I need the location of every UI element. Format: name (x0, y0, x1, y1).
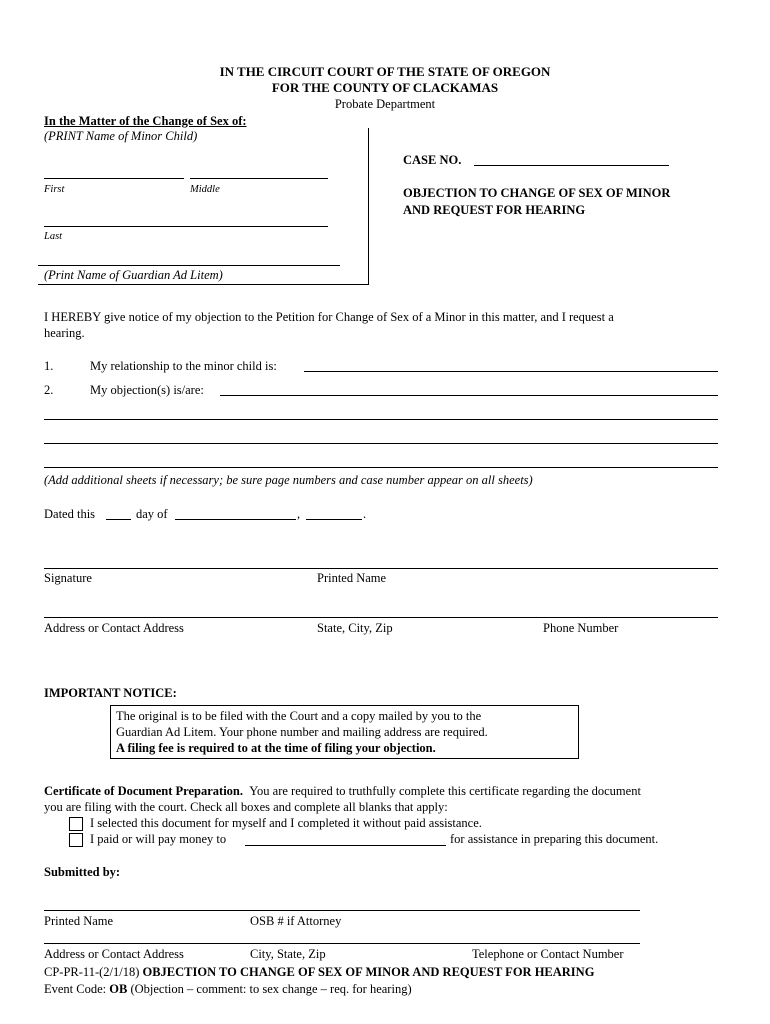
item2-text: My objection(s) is/are: (90, 383, 204, 397)
additional-sheets-note: (Add additional sheets if necessary; be sure page numbers and case number appear on all sheets) (44, 473, 533, 487)
department-label: Probate Department (334, 97, 436, 111)
form-title: OBJECTION TO CHANGE OF SEX OF MINOR AND REQUEST FOR HEARING (142, 965, 595, 979)
case-no-field[interactable] (474, 165, 669, 166)
notice-paragraph-line2: hearing. (44, 326, 85, 340)
last-label: Last (44, 231, 63, 242)
self-prepared-label: I selected this document for myself and I completed it without paid assistance. (90, 816, 482, 830)
item1-text: My relationship to the minor child is: (90, 359, 277, 373)
date-comma: , (297, 507, 301, 521)
court-title-line2: FOR THE COUNTY OF CLACKAMAS (271, 80, 499, 95)
objection-field-line1[interactable] (220, 395, 718, 396)
certificate-line1 (44, 784, 641, 799)
day-field[interactable] (106, 519, 131, 520)
court-title-line1: IN THE CIRCUIT COURT OF THE STATE OF OREGON (219, 64, 551, 79)
signature-label: Signature (44, 571, 92, 585)
submitted-address-label: Address or Contact Address (44, 947, 184, 961)
middle-label: Middle (190, 184, 220, 195)
objection-field-line2[interactable] (44, 419, 718, 420)
last-name-field[interactable] (44, 226, 328, 227)
form-code: CP-PR-11-(2/1/18) (44, 965, 140, 979)
address-line[interactable] (44, 617, 718, 618)
month-field[interactable] (175, 519, 296, 520)
footer-event-line (44, 982, 412, 997)
dated-this-label: Dated this (44, 507, 96, 521)
submitted-telephone-label: Telephone or Contact Number (472, 947, 624, 961)
footer-form-line (44, 965, 594, 980)
caption-divider (368, 128, 369, 284)
osb-label: OSB # if Attorney (250, 914, 342, 928)
middle-name-field[interactable] (190, 178, 328, 179)
day-of-label: day of (136, 507, 168, 521)
signature-line[interactable] (44, 568, 718, 569)
paid-assistance-prefix: I paid or will pay money to (90, 832, 227, 846)
submitted-name-line[interactable] (44, 910, 640, 911)
document-title-line1: OBJECTION TO CHANGE OF SEX OF MINOR (403, 186, 671, 200)
first-label: First (44, 184, 65, 195)
printed-name-label: Printed Name (317, 571, 387, 585)
guardian-name-field[interactable] (38, 265, 340, 266)
submitted-printed-name-label: Printed Name (44, 914, 114, 928)
event-code-label: Event Code: (44, 982, 107, 996)
submitted-city-state-zip-label: City, State, Zip (250, 947, 326, 961)
first-name-field[interactable] (44, 178, 184, 179)
document-title-line2: AND REQUEST FOR HEARING (403, 203, 586, 217)
item1-number: 1. (44, 359, 54, 373)
relationship-field[interactable] (304, 371, 718, 372)
matter-title: In the Matter of the Change of Sex of: (44, 114, 247, 128)
event-code-desc: (Objection – comment: to sex change – req. for hearing) (130, 982, 412, 996)
year-field[interactable] (306, 519, 362, 520)
paid-assistance-suffix: for assistance in preparing this document. (450, 832, 659, 846)
important-notice-heading: IMPORTANT NOTICE: (44, 686, 177, 700)
print-name-hint: (PRINT Name of Minor Child) (44, 129, 198, 143)
submitted-by-heading: Submitted by: (44, 865, 121, 879)
guardian-label: (Print Name of Guardian Ad Litem) (44, 268, 223, 282)
self-prepared-checkbox[interactable] (69, 817, 83, 831)
event-code: OB (109, 982, 128, 996)
certificate-heading: Certificate of Document Preparation. (44, 784, 244, 798)
notice-line3: A filing fee is required to at the time of filing your objection. (116, 741, 436, 755)
address-label: Address or Contact Address (44, 621, 184, 635)
objection-field-line3[interactable] (44, 443, 718, 444)
submitted-address-line[interactable] (44, 943, 640, 944)
objection-field-line4[interactable] (44, 467, 718, 468)
case-no-label: CASE NO. (403, 153, 462, 167)
state-city-zip-label: State, City, Zip (317, 621, 393, 635)
certificate-text2: you are filing with the court. Check all boxes and complete all blanks that apply: (44, 800, 448, 814)
phone-label: Phone Number (543, 621, 619, 635)
paid-assistance-checkbox[interactable] (69, 833, 83, 847)
notice-paragraph-line1: I HEREBY give notice of my objection to the Petition for Change of Sex of a Minor in this matter, and I request a (44, 310, 614, 324)
item2-number: 2. (44, 383, 54, 397)
certificate-text1: You are required to truthfully complete this certificate regarding the document (249, 784, 641, 798)
caption-bottom-rule (38, 284, 369, 285)
date-period: . (363, 507, 367, 521)
preparer-name-field[interactable] (245, 845, 446, 846)
notice-line2: Guardian Ad Litem. Your phone number and mailing address are required. (116, 725, 488, 739)
notice-line1: The original is to be filed with the Court and a copy mailed by you to the (116, 709, 482, 723)
